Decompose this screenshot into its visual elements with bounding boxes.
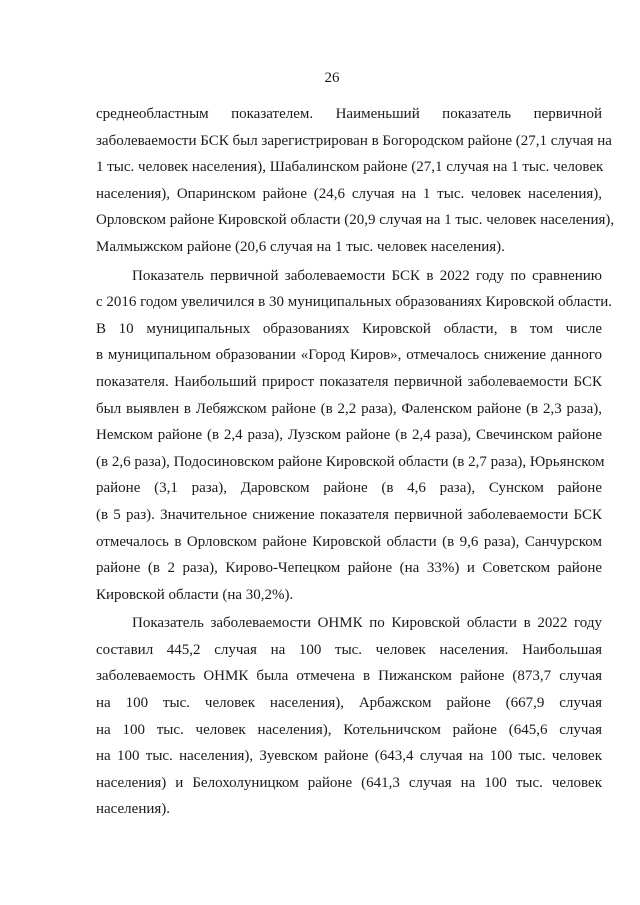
text-line: населения).: [96, 801, 171, 818]
text-line: заболеваемости БСК был зарегистрирован в Богородском районе (27,1 случая на: [96, 132, 612, 149]
text-line: в муниципальном образовании «Город Киров», отмечалось снижение данного: [96, 347, 602, 364]
text-line: В 10 муниципальных образованиях Кировской области, в том числе: [96, 320, 602, 337]
text-line: был выявлен в Лебяжском районе (в 2,2 раза), Фаленском районе (в 2,3 раза),: [96, 400, 602, 417]
text-line: 1 тыс. человек населения), Шабалинском районе (27,1 случая на 1 тыс. человек: [96, 159, 604, 176]
text-line: на 100 тыс. человек населения), Котельничском районе (645,6 случая: [96, 721, 602, 738]
document-body: [96, 101, 615, 823]
text-line: Малмыжском районе (20,6 случая на 1 тыс. человек населения).: [96, 238, 505, 255]
text-line: (в 5 раз). Значительное снижение показателя первичной заболеваемости БСК: [96, 506, 602, 523]
text-line: населения) и Белохолуницком районе (641,3 случая на 100 тыс. человек: [96, 774, 602, 791]
text-line: (в 2,6 раза), Подосиновском районе Кировской области (в 2,7 раза), Юрьянском: [96, 453, 605, 470]
text-line: отмечалось в Орловском районе Кировской области (в 9,6 раза), Санчурском: [96, 533, 602, 550]
text-line: показателя. Наибольший прирост показателя первичной заболеваемости БСК: [96, 373, 602, 390]
text-line: составил 445,2 случая на 100 тыс. человек населения. Наибольшая: [96, 641, 602, 658]
paragraph-3: [96, 610, 602, 823]
page-number: 26: [324, 70, 340, 86]
text-line: Кировской области (на 30,2%).: [96, 586, 294, 603]
text-line: Орловском районе Кировской области (20,9 случая на 1 тыс. человек населения),: [96, 212, 615, 229]
text-line: районе (3,1 раза), Даровском районе (в 4,6 раза), Сунском районе: [96, 480, 602, 497]
text-line: Немском районе (в 2,4 раза), Лузском районе (в 2,4 раза), Свечинском районе: [96, 427, 602, 444]
paragraph-1: [96, 101, 615, 261]
text-line: на 100 тыс. населения), Зуевском районе (643,4 случая на 100 тыс. человек: [96, 748, 602, 765]
paragraph-2: [96, 263, 613, 609]
text-line: заболеваемость ОНМК была отмечена в Пижанском районе (873,7 случая: [96, 668, 602, 685]
text-line: населения), Опаринском районе (24,6 случая на 1 тыс. человек населения),: [96, 185, 602, 202]
text-line: на 100 тыс. человек населения), Арбажском районе (667,9 случая: [96, 695, 602, 712]
text-line: среднеобластным показателем. Наименьший показатель первичной: [96, 106, 602, 122]
text-line: Показатель первичной заболеваемости БСК в 2022 году по сравнению: [132, 267, 602, 284]
text-line: Показатель заболеваемости ОНМК по Кировской области в 2022 году: [132, 615, 602, 632]
text-line: районе (в 2 раза), Кирово-Чепецком районе (на 33%) и Советском районе: [96, 560, 602, 577]
text-line: с 2016 годом увеличился в 30 муниципальных образованиях Кировской области.: [96, 294, 613, 311]
